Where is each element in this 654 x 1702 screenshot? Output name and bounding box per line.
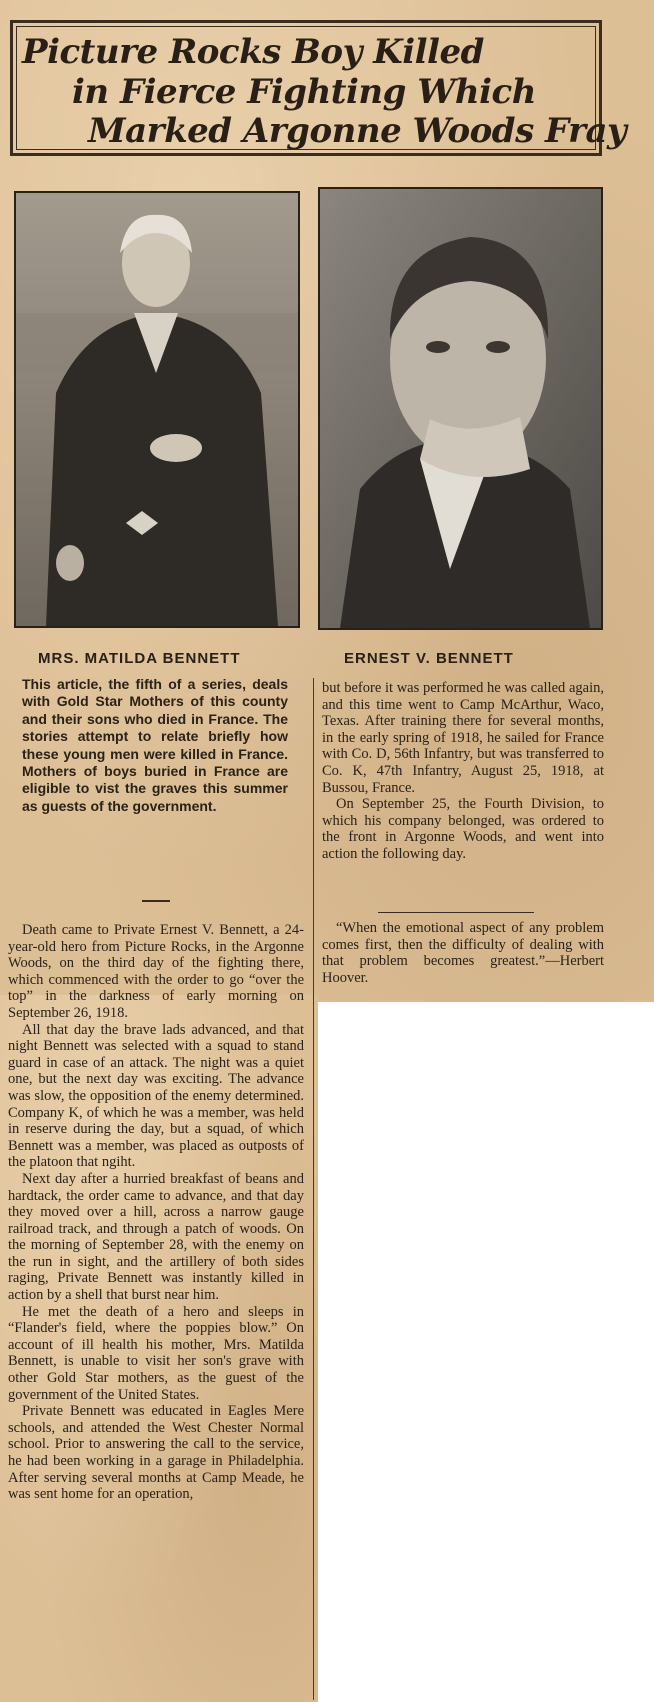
column-rule xyxy=(313,678,314,1700)
caption-son: ERNEST V. BENNETT xyxy=(344,650,514,667)
article-paragraph: but before it was performed he was called again, and this time went to Camp McArthur, Waco, Texas. After training there for several months, in the early spring of 1918, he sailed for France with Co. D, 56th Infantry, but was transferred to Co. K, 47th Infantry, August 25, 1918, at Bussou, France. xyxy=(322,680,604,796)
headline-line-3: Marked Argonne Woods Fray xyxy=(88,111,627,151)
intro-paragraph: This article, the fifth of a series, deals with Gold Star Mothers of this county and their sons who died in France. The stories attempt to relate briefly how these young men were killed in France. Mothers of boys buried in France are eligible to vist the graves this summer as guests of the government. xyxy=(22,676,288,814)
article-paragraph: Next day after a hurried breakfast of beans and hardtack, the order came to advance, and that day they moved over a hill, across a narrow gauge railroad track, and through a patch of woods. On the morning of September 28, with the enemy on the run in sight, and the artillery of both sides raging, Private Bennett was instantly killed in action by a shell that burst near him. xyxy=(8,1170,304,1304)
article-right-column xyxy=(322,680,604,863)
headline-line-2: in Fierce Fighting Which xyxy=(72,72,536,112)
article-paragraph: He met the death of a hero and sleeps in “Flander's field, where the poppies blow.” On account of ill health his mother, Mrs. Matilda Bennett, is unable to visit her son's grave with other Gold Star mothers, as the guest of the government of the United States. xyxy=(8,1303,304,1403)
hoover-quote: “When the emotional aspect of any problem comes first, then the difficulty of dealing with that problem becomes greatest.”—Herbert Hoover. xyxy=(322,920,604,986)
article-left-column xyxy=(8,922,304,1503)
photo-mother xyxy=(14,191,300,628)
caption-mother: MRS. MATILDA BENNETT xyxy=(38,650,241,667)
article-paragraph: Private Bennett was educated in Eagles Mere schools, and attended the West Chester Normal school. Prior to answering the call to the service, he had been working in a garage in Philadelphia. After serving several months at Camp Meade, he was sent home for an operation, xyxy=(8,1403,304,1503)
photo-son xyxy=(318,187,603,630)
article-paragraph: On September 25, the Fourth Division, to which his company belonged, was ordered to the front in Argonne Woods, and went into action the following day. xyxy=(322,796,604,862)
quote-separator-rule xyxy=(378,912,534,913)
article-paragraph: Death came to Private Ernest V. Bennett, a 24-year-old hero from Picture Rocks, in the Argonne Woods, on the third day of the fighting there, which commenced with the order to go “over the top” in the darkness of early morning on September 26, 1918. xyxy=(8,922,304,1021)
separator-rule xyxy=(142,900,170,902)
headline-line-1: Picture Rocks Boy Killed xyxy=(22,32,484,72)
blank-background xyxy=(318,1002,654,1702)
article-paragraph: All that day the brave lads advanced, and that night Bennett was selected with a squad to stand guard in case of an attack. The night was a quiet one, but the next day was exciting. The advance was slow, the opposition of the enemy determined. Company K, of which he was a member, was held in reserve during the day, but a squad, of which Bennett was a member, was placed as outposts of the platoon that ngiht. xyxy=(8,1021,304,1171)
